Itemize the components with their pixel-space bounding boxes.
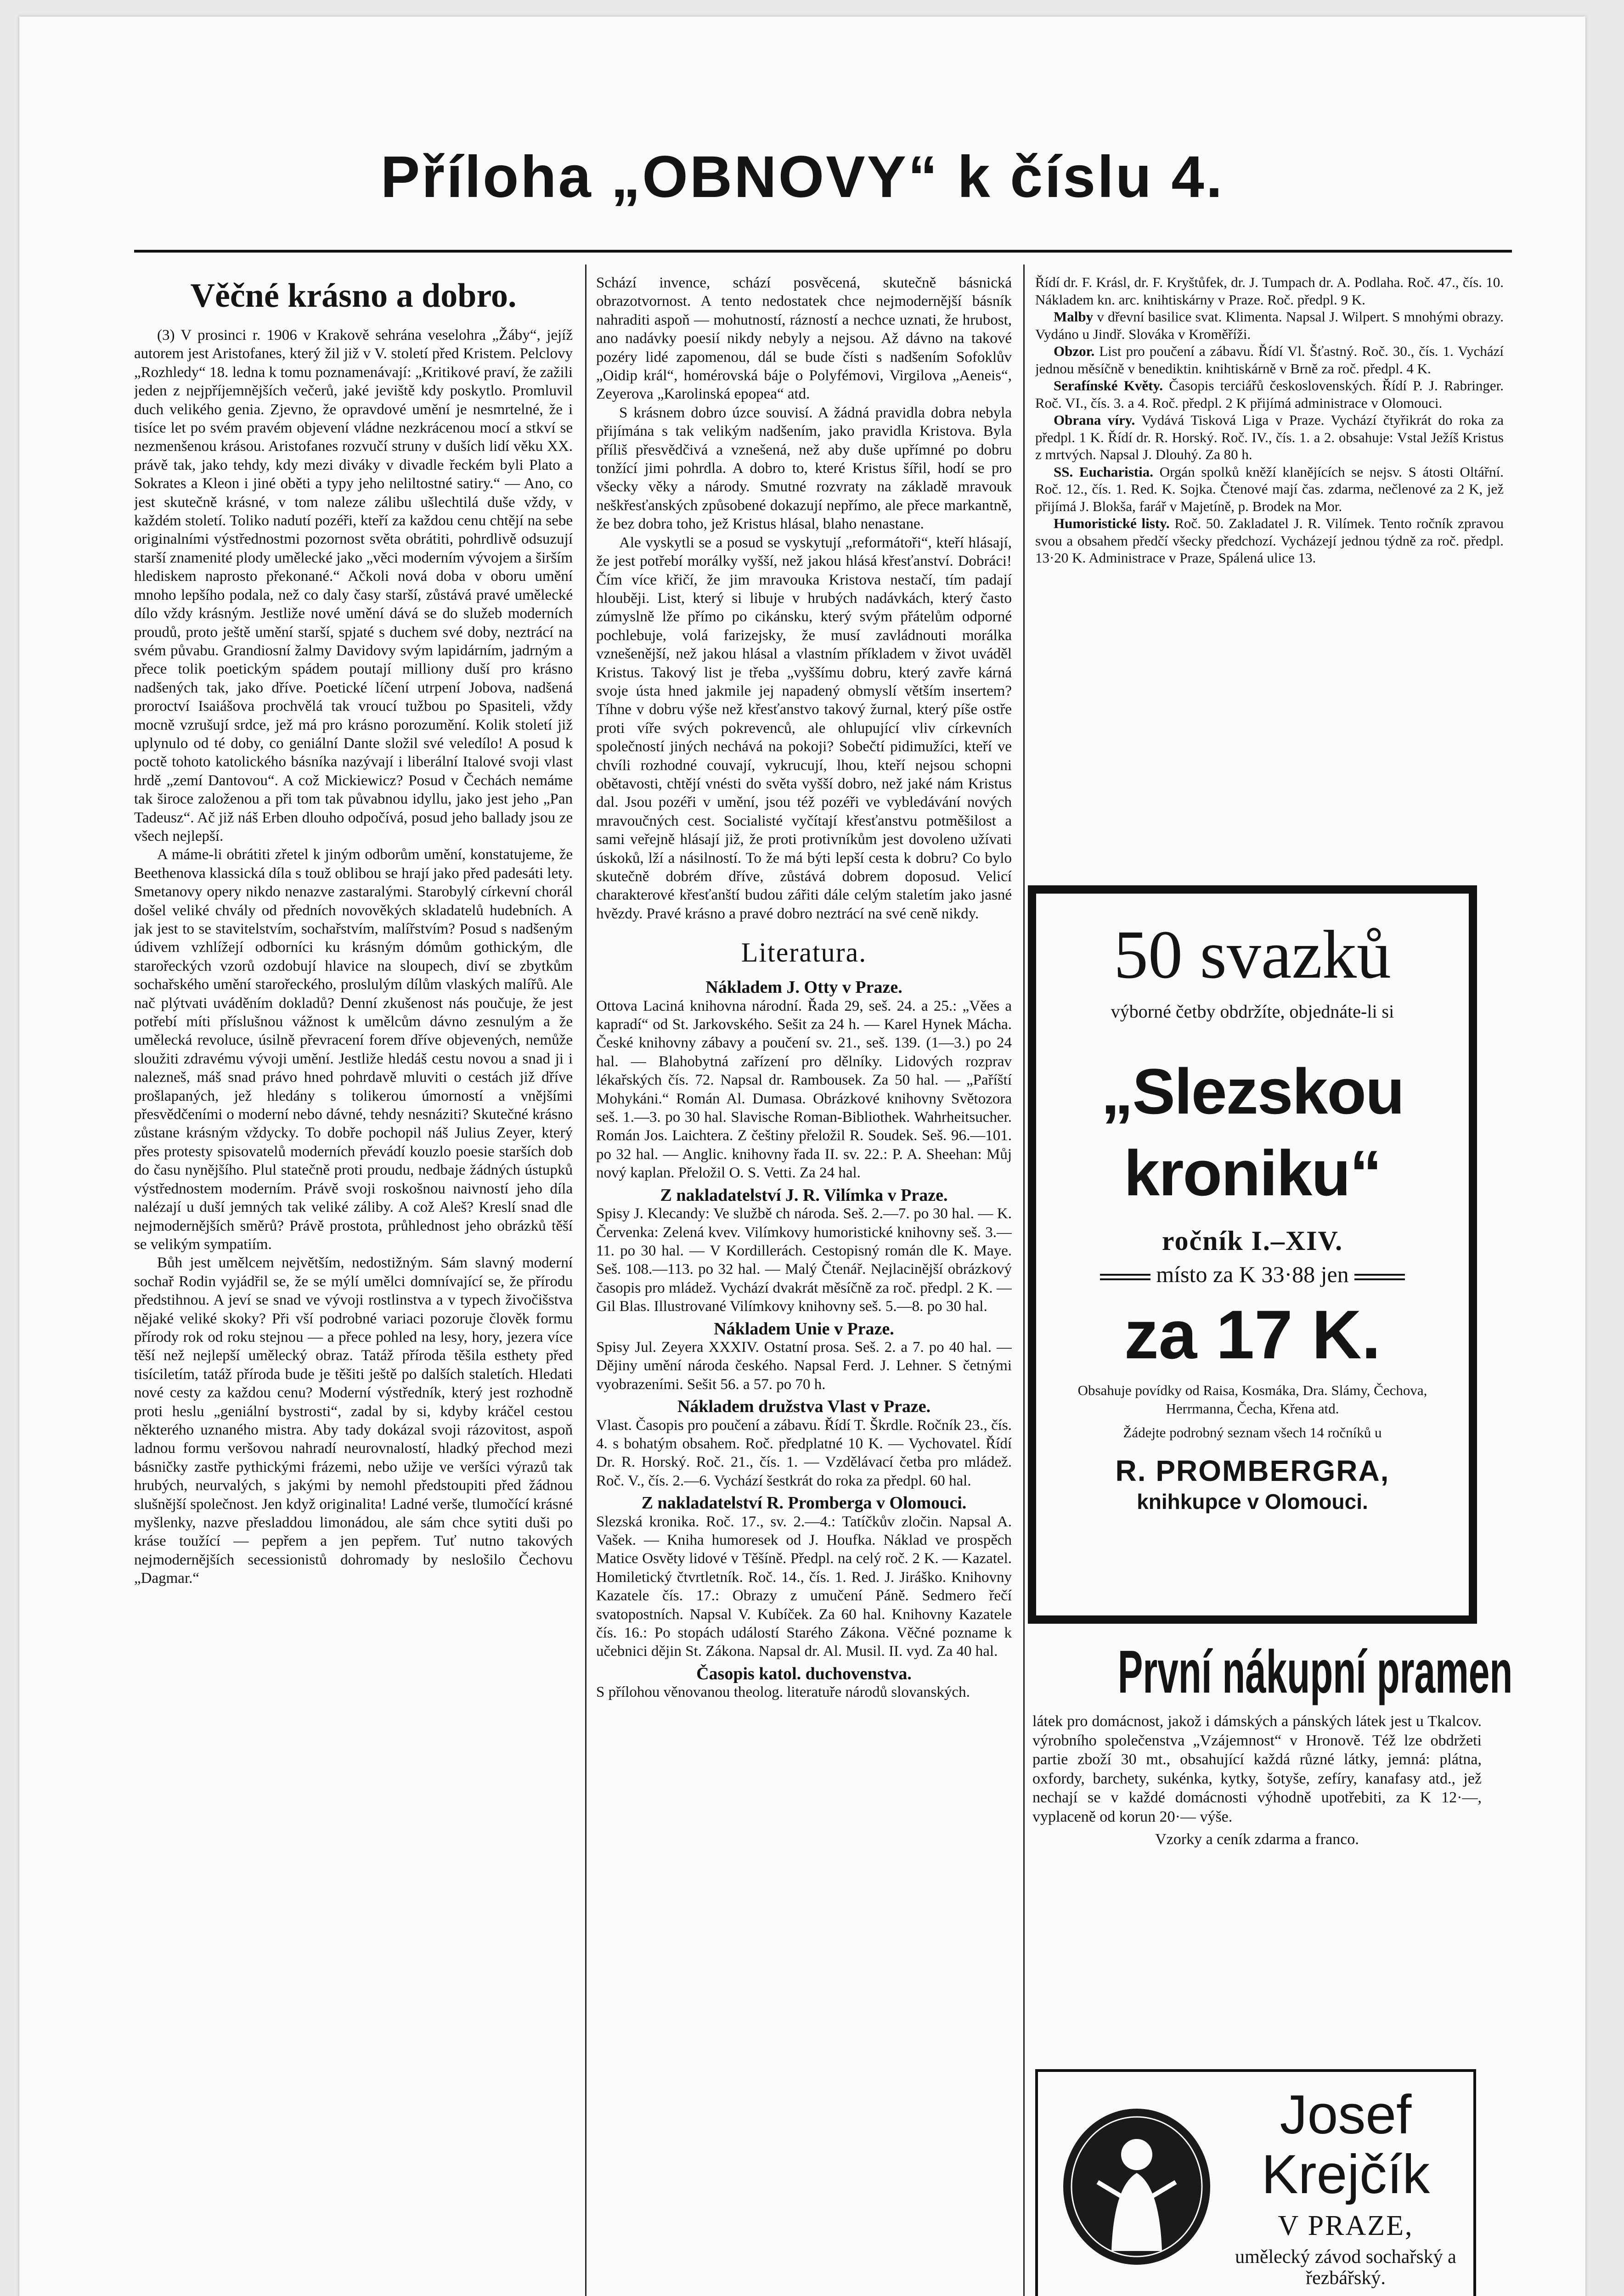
notice-text: Orgán spolků kněží klanějících se nejsv. S átosti Oltářní. Roč. 12., čís. 1. Red. K. Sojka. Čtenové mají čas. zdarma, nečlenové za 2 K, jež přijímá J. Blokša, farář v Majetíně, p. Brodek na Mor. <box>1035 463 1504 514</box>
ad-price: za 17 K. <box>1124 1296 1381 1373</box>
sculpture-emblem-icon <box>1056 2104 1217 2269</box>
publisher-text: S přílohou věnovanou theolog. literatuře národů slovanských. <box>596 1684 970 1701</box>
kronika-advertisement <box>1028 885 1477 1624</box>
article-title: Věčné krásno a dobro. <box>190 277 517 315</box>
literature-heading: Literatura. <box>741 937 867 968</box>
publisher-heading: Nákladem J. Otty v Praze. <box>705 978 902 997</box>
literature-list <box>596 978 1012 1701</box>
column-separator-2 <box>1023 264 1025 2296</box>
ad-name-line-1: Josef <box>1280 2084 1412 2145</box>
article-column <box>134 274 573 2296</box>
publisher-text: Vlast. Časopis pro poučení a zábavu. Řídí T. Škrdle. Ročník 23., čís. 4. s bohatým obsahem. Roč. předplatné 10 K. — Vychovatel. Řídí Dr. R. Horský. Roč. 21., čís. 1. — Vzdělávací četba pro mládež. Roč. V., čís. 2.—6. Vychází šestkrát do roka za předpl. 60 hal. <box>596 1417 1012 1489</box>
notice-title: Obrana víry. <box>1054 412 1135 428</box>
notice-title: Malby <box>1054 309 1094 325</box>
notice <box>1035 411 1504 463</box>
newspaper-page <box>19 17 1585 2296</box>
publisher-text: Spisy Jul. Zeyera XXXIV. Ostatní prosa. Seš. 2. a 7. po 40 hal. — Dějiny umění národa českého. Napsal Ferd. J. Lehner. S četnými vyobrazeními. Sešit 56. a 57. po 70 h. <box>596 1339 1012 1393</box>
publisher-text: Ottova Laciná knihovna národní. Řada 29, seš. 24. a 25.: „Věes a kapradí“ od St. Jarkovského. Sešit za 24 h. — Karel Hynek Mácha. České knihovny zábavy a poučení sv. 21., seš. 139. (1—3.) po 24 hal. — Blahobytná zařízení pro dělníky. Lidových rozprav lékařských čís. 72. Napsal dr. Rambousek. Za 50 hal. — „Paříští Mohykáni.“ Román Al. Dumasa. Obrázkové knihovny Světozora seš. 1.—3. po 30 hal. Slavische Roman-Bibliothek. Wahrheitsucher. Román Jos. Laichtera. Z češtiny přeložil R. Soudek. Seš. 96.—101. po 32 hal. — Anglic. knihovny řada II. sv. 22.: P. A. Sheehan: Můj nový kaplan. Přeložil O. S. Vetti. Za 24 hal. <box>596 997 1012 1182</box>
ad-trade: umělecký závod sochařský a řezbářský. <box>1235 2246 1456 2289</box>
notices-column <box>1035 274 1504 880</box>
notice-text: Vydává Tisková Liga v Praze. Vychází čtyřikrát do roka za předpl. 1 K. Řídí dr. R. Horský. Roč. IV., čís. 1. a 2. obsahuje: Vstal Ježíš Kristus z mrtvých. Napsal J. Dlouhý. Za 80 h. <box>1035 412 1504 462</box>
ad-catalogue: Žádejte podrobný seznam všech 14 ročníků u <box>1123 1424 1382 1441</box>
publisher-heading: Nákladem Unie v Praze. <box>714 1319 894 1339</box>
middle-column <box>596 274 1012 2296</box>
notice <box>1035 343 1504 377</box>
notice-title: Serafínské Květy. <box>1054 377 1163 394</box>
notice-text: v dřevní basilice svat. Klimenta. Napsal J. Wilpert. S mnohými obrazy. Vydáno u Jindř. Slováka v Kroměříži. <box>1035 309 1504 342</box>
ad-name-line-2: Krejčík <box>1261 2144 1430 2205</box>
ad-years: ročník I.–XIV. <box>1162 1226 1343 1256</box>
publisher-heading: Časopis katol. duchovenstva. <box>696 1664 912 1683</box>
publisher-text: Slezská kronika. Roč. 17., sv. 2.—4.: Tatíčkův zločin. Napsal A. Vašek. — Kniha humoresek od J. Houfka. Náklad ve prospěch Matice Osvěty lidové v Těšíně. Předpl. na celý roč. 2 K. — Kazatel. Homiletický čtvrtletník. Roč. 14., čís. 1. Red. J. Jiráško. Knihovny Kazatele čís. 17.: Obrazy z umučení Páně. Sedmero řečí svatopostních. Napsal V. Kubíček. Za 60 hal. Knihovny Kazatele čís. 16.: Po stopách událostí Starého Zákona. Věčné pozname k učebnici dějin St. Zákona. Napsal dr. Al. Musil. II. vyd. Za 40 hal. <box>596 1513 1012 1660</box>
pramen-advertisement <box>1032 1638 1513 2069</box>
column-separator-1 <box>585 264 586 2296</box>
publisher-text: Spisy J. Klecandy: Ve službě ch národa. Seš. 2.—7. po 30 hal. — K. Červenka: Zelená kvev. Vilímkovy humoristické knihovny seš. 3.—11. po 30 hal. — V Kordillerách. Cestopisný román dle K. Maye. Seš. 108.—113. po 32 hal. — Malý Čtenář. Nejlacinější obrázkový časopis pro mládež. Vychází dvakrát měsíčně za roč. předpl. 2 K. — Gil Blas. Illustrované Vilímkovy knihovny seš. 5.—8. po 30 hal. <box>596 1205 1012 1315</box>
notice <box>1035 515 1504 567</box>
article-continuation-3: Ale vyskytli se a posud se vyskytují „reformátoři“, kteří hlásají, že jest potřebí morálky vyšší, než jakou hlásá křesťanství. Dobráci! Čím více křičí, že jim mravouka Kristova nestačí, tím padají hlouběji. List, který si libuje v hrubých nadávkách, který často zúmyslně lže přímo po cikánsku, který svým přátelům odporné pochlebuje, volá farizejsky, že musí zavládnouti morálka vznešenější, než jakou hlásal a vlastním příkladem v život uváděl Kristus. Takový list je třeba „vyššímu dobru, který zavře kárná svoje ústa hned jakmile jej napadený obmyslí větším insertem? Tíhne v dobru výše než křesťanstvo takový žurnal, který píše ostře proti víře svých pokrevenců, ale ohlupující vliv církevních společností jiných nechává na pokoji? Sobečtí pidimužíci, kteří ve chvíli rozhodné couvají, vykrucují, lhou, kteří nejsou schopni obětavosti, chtějí vnésti do světa vyšší dobro, než jaké nám Kristus dal. Jsou pozéři v umění, jsou též pozéři ve vybledávání nových mravoučných cest. Socialisté vyčítají křesťanstvu potměšilost a sami veřejně hlásají již, že proti protivníkům jest dovoleno užívati úskoků, lží a násilností. To že má býti lepší cesta k dobru? Co bylo skutečně dobrém dříve, zůstává dobrem doposud. Velicí charakterové křesťanští budou zářiti dále celým staletím jako jasné hvězdy. Pravé krásno a pravé dobro neztrácí na své ceně nikdy. <box>596 534 1012 922</box>
notice <box>1035 308 1504 343</box>
masthead: Příloha „OBNOVY“ k číslu 4. <box>380 144 1224 210</box>
ad-pramen-text: látek pro domácnost, jakož i dámských a pánských látek jest u Tkalcov. výrobního společenstva „Vzájemnost“ v Hronově. Též lze obdržeti partie zboží 30 mt., obsahující každá různé látky, jemná: plátna, oxfordy, barchety, sukénka, kytky, šotyše, zefíry, kanafasy atd., jež nechají se v každé domácnosti výhodně upotřebiti, za K 12·—, vyplaceně od korun 20·— výše. <box>1032 1713 1482 1825</box>
article-continuation-1: Schází invence, schází posvěcená, skutečně básnická obrazotvornost. A tento nedostatek chce nejmodernější básník nahraditi aspoň — mohutností, rázností a nechce uznati, že hrubost, ano nadávky poesií nikdy nebyly a nejsou. Až dávno na takové pozéry lidé zapomenou, dál se bude čísti s nadšením Sofoklův „Oidip král“, homérovská báje o Polyfémovi, Virgilova „Aeneis“, Zeyerova „Karolinská epopea“ atd. <box>596 275 1012 403</box>
notice-text: List pro poučení a zábavu. Řídí Vl. Šťastný. Roč. 30., čís. 1. Vychází jednou měsíčně v benediktin. knihtiskárně v Brně za roč. předpl. 4 K. <box>1035 343 1504 377</box>
notice <box>1035 377 1504 411</box>
masthead-rule <box>134 250 1512 253</box>
ad-title-line-1: „Slezskou <box>1101 1055 1404 1127</box>
article-continuation-2: S krásnem dobro úzce souvisí. A žádná pravidla dobra nebyla přijímána s tak velikým nadšením, jako pravidla Kristova. Byla příliš přesvědčivá a vznešená, než aby duše upřímné po dobru tonžící jimi pohrdla. A dobro to, které Kristus šířil, hodí se pro všecky věky a národy. Smutné rozvraty na základě mravouk neškřesťanských způsobené dokazují nepřímo, ale přece markantně, že bez dobra toho, jež Kristus hlásal, blaho nenastane. <box>596 404 1012 533</box>
ad-firm: R. PROMBERGRA, <box>1115 1454 1390 1487</box>
ad-original-price: místo za K 33·88 jen <box>1036 1260 1469 1289</box>
article-paragraph-1: (3) V prosinci r. 1906 v Krakově sehrána veselohra „Žáby“, jejíž autorem jest Aristofanes, který žil již v V. století před Kristem. Pelclovy „Rozhledy“ 18. ledna k tomu poznamenávají: „Kritikové praví, že zažili jeden z nejpříjemnějších večerů, jaké jeviště kdy poskytlo. Promluvil duch velikého genia. Zjevno, že opravdové umění je nesmrtelné, že i tisíce let po svém pravém objevení vládne nezkrácenou mocí a stkví se nezmenšenou krásou. Aristofanes rozvučí struny v duších lidí věku XX. právě tak, jako tehdy, kdy mezi diváky v divadle řeckém byli Plato a Sokrates a Kleon i jiné oběti a typy jeho neliltostné satiry.“ — Ano, co jest skutečně krásné, v tom naleze zálibu ušlechtilá duše vždy, v každém století. Toliko nadutí pozéři, kteří za každou cenu chtějí na sebe originalními výstřednostmi pozornost světa obrátiti, pohrdlivě odsuzují starší znamenité plody umělecké jako „věci moderním vývojem a širším hlediskem naprosto překonané.“ Ačkoli nová doba v oboru umění mnoho lepšího podala, než co daly časy starší, zůstává pravé umělecké dílo vždy krásným. Jestliže nové umění dává se do služeb moderních proudů, proto ještě umění starší, spjaté s duchem své doby, neztrácí na svém půvabu. Grandiosní žalmy Davidovy svým lapidárním, jadrným a přece tolik poetickým spádem poutají milliony duší pro krásno nadšených tak, jako dříve. Poetické líčení utrpení Jobova, nadšená proroctví Isaiášova prochvělá tak vroucí tužbou po Spasiteli, vždy mocně vzrušují srdce, jež má pro krásno porozumění. Kolik století již uplynulo od té doby, co geniální Dante složil své veledílo! A posud k poctě tohoto katolického básníka nazývají i liberální Italové svoji vlast hrdě „zemí Dantovou“. A což Mickiewicz? Posud v Čechách nemáme tak široce založenou a při tom tak půvabnou idyllu, jako jest jeho „Pan Tadeusz“. Ač již náš Erben dlouho odpočívá, posud jeho ballady jsou ze všech nejlepší. <box>134 327 573 844</box>
notice-text: Roč. 50. Zakladatel J. R. Vilímek. Tento ročník zpravou svou a obsahem předčí všecky předchozí. Vycházejí jednou týdně za roč. předpl. 13·20 K. Administrace v Praze, Spálená ulice 13. <box>1035 515 1504 566</box>
notice-text: Řídí dr. F. Krásl, dr. F. Kryštůfek, dr. J. Tumpach dr. A. Podlaha. Roč. 47., čís. 10. Nákladem kn. arc. knihtiskárny v Praze. Roč. předpl. 9 K. <box>1035 274 1504 308</box>
ad-city: V PRAZE, <box>1278 2210 1414 2241</box>
notice-title: Obzor. <box>1054 343 1095 359</box>
notice-title: SS. Eucharistia. <box>1054 463 1153 480</box>
ad-firm-subtitle: knihkupce v Olomouci. <box>1137 1490 1368 1514</box>
ad-volume-count: 50 svazků <box>1113 917 1392 993</box>
krejcik-advertisement <box>1035 2069 1476 2296</box>
notice <box>1035 463 1504 515</box>
ad-subtitle: výborné četby obdržíte, objednáte-li si <box>1111 1001 1394 1022</box>
ad-pramen-samples: Vzorky a ceník zdarma a franco. <box>1155 1831 1359 1848</box>
article-paragraph-3: Bůh jest umělcem největším, nedostižným. Sám slavný moderní sochař Rodin vyjádřil se, že se mýlí umělci domnívající se, že přírodu předstihnou. A jeví se snad ve vývoji rostlinstva a v typech živočišstva nějaké veliké skoky? Při vší podrobné variaci pozoruje člověk formu přírody rok od roku stejnou — a přece pohled na lesy, hory, jezera více těší než nejlepší umělecký obraz. Tatáž příroda těšila esthety před tisíciletím, tatáž příroda bude je těšiti ještě po dalších staletích. Hledati nové cesty za každou cenu? Moderní výstředník, který jest rozhodně proti heslu „geniální bystrosti“, zadal by si, kdyby kráčel cestou některého uznaného mistra. Aby tady dokázal svoji rázovitost, aspoň ladnou formu veršovou nahradí neurovnalostí, hladký přechod mezi básničky zastře pythickými frázemi, nebo užije ve veršíci výrazů tak hrubých, neurvalých, s jakými by nemohl předstoupiti před žádnou slušnější společnost. Jen když originalita! Ladné verše, tlumočící krásné myšlenky, nazve přesladdou limonádou, ale sám chce sytiti duši po kráse toužící — pepřem a jen pepřem. Tuť nutno takových nejmodernějších secessionistů dohromady by neslošilo Čechovu „Dagmar.“ <box>134 1255 573 1587</box>
publisher-heading: Z nakladatelství R. Promberga v Olomouci. <box>641 1493 967 1513</box>
notice-title: Humoristické listy. <box>1054 515 1170 531</box>
ad-title-line-2: kroniku“ <box>1124 1137 1381 1209</box>
publisher-heading: Z nakladatelství J. R. Vilímka v Praze. <box>660 1185 948 1205</box>
ad-pramen-title: První nákupní pramen <box>1117 1638 1513 1705</box>
notice-text: Časopis terciářů československých. Řídí P. J. Rabringer. Roč. VI., čís. 3. a 4. Roč. předpl. 2 K přijímá administrace v Olomouci. <box>1035 377 1504 411</box>
publisher-heading: Nákladem družstva Vlast v Praze. <box>677 1397 931 1417</box>
ad-contents: Obsahuje povídky od Raisa, Kosmáka, Dra. Slámy, Čechova, Herrmanna, Čecha, Křena atd. <box>1077 1382 1427 1417</box>
article-paragraph-2: A máme-li obrátiti zřetel k jiným odborům umění, konstatujeme, že Beethenova klassická díla s touž oblibou se hrají jako před padesáti lety. Smetanovy opery nikdo nenazve zastaralými. Starobylý církevní chorál došel veliké chvály od předních novověkých skladatelů hudebních. A jak jest to se stavitelstvím, sochařstvím, malířstvím? Posud s nadšeným údivem vzhlížejí odborníci ku krásným dómům gothickým, dle starořeckých vzorů ozdobují hlavice na sloupech, diví se zbytkům sochařského umění starořeckého, proslulým dílům vlaských malířů. Ale nač plýtvati uváděním dokladů? Denní zkušenost nás poučuje, že jest potřebí míti příslušnou vážnost k umělcům dávno zesnulým a že umělecká revoluce, úsilně převracení forem dříve objevených, nemůže sloužiti zdravému vývoji umění. Jestliže hledáš cestu novou a snad ji i nalezneš, máš snad právo hned pohrdavě mluviti o cestách již dříve prošlapaných, jež hledány s tolikerou úmorností a vnějšími přesvědčeními o moderní nebo dávné, tehdy nesnáziti? Skutečné krásno zůstane krásným vždycky. To dobře pochopil náš Julius Zeyer, který přes protesty spisovatelů moderních převádí kouzlo poesie starších dob do času nynějšího. Plul statečně proti proudu, nedbaje žádných ústupků výstřednostem moderním. Právě svoji roskošnou naivností jeho díla nalézají u duší jemných tak veliké záliby. A což Aleš? Kreslí snad dle nejmodernějších směrů? Právě prostota, průhlednost jeho obrázků těší se velikým sympatiím. <box>134 846 573 1253</box>
